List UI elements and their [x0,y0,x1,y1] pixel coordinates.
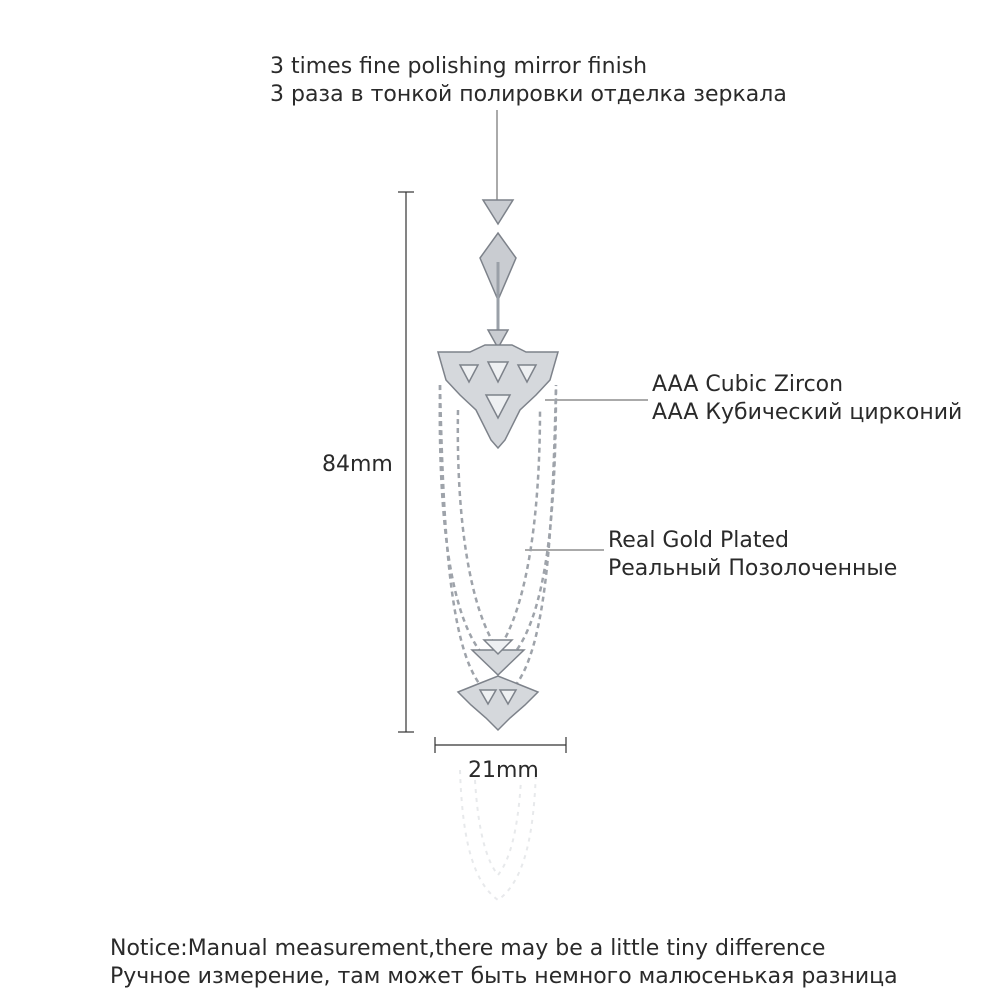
plating-label-en: Real Gold Plated [608,528,789,553]
height-dimension-line [398,192,414,732]
plating-label-ru: Реальный Позолоченные [608,556,898,581]
earring-reflection [460,770,536,900]
earring-bottom-ornaments [458,640,538,730]
notice-ru: Ручное измерение, там может быть немного малюсенькая разница [110,964,898,989]
zircon-label-en: AAA Cubic Zircon [652,372,844,397]
width-dimension-line [435,737,566,753]
plating-annotation [608,527,897,583]
earring-body [438,200,558,448]
notice-en: Notice:Manual measurement,there may be a little tiny difference [110,936,826,961]
measurement-notice [110,935,898,991]
finish-annotation [270,53,787,109]
width-label: 21mm [468,758,539,783]
zircon-label-ru: AAA Кубический цирконий [652,400,963,425]
finish-label-ru: 3 раза в тонкой полировки отделка зеркала [270,82,787,107]
zircon-annotation [652,371,962,427]
finish-label-en: 3 times fine polishing mirror finish [270,54,648,79]
height-label: 84mm [322,452,393,477]
